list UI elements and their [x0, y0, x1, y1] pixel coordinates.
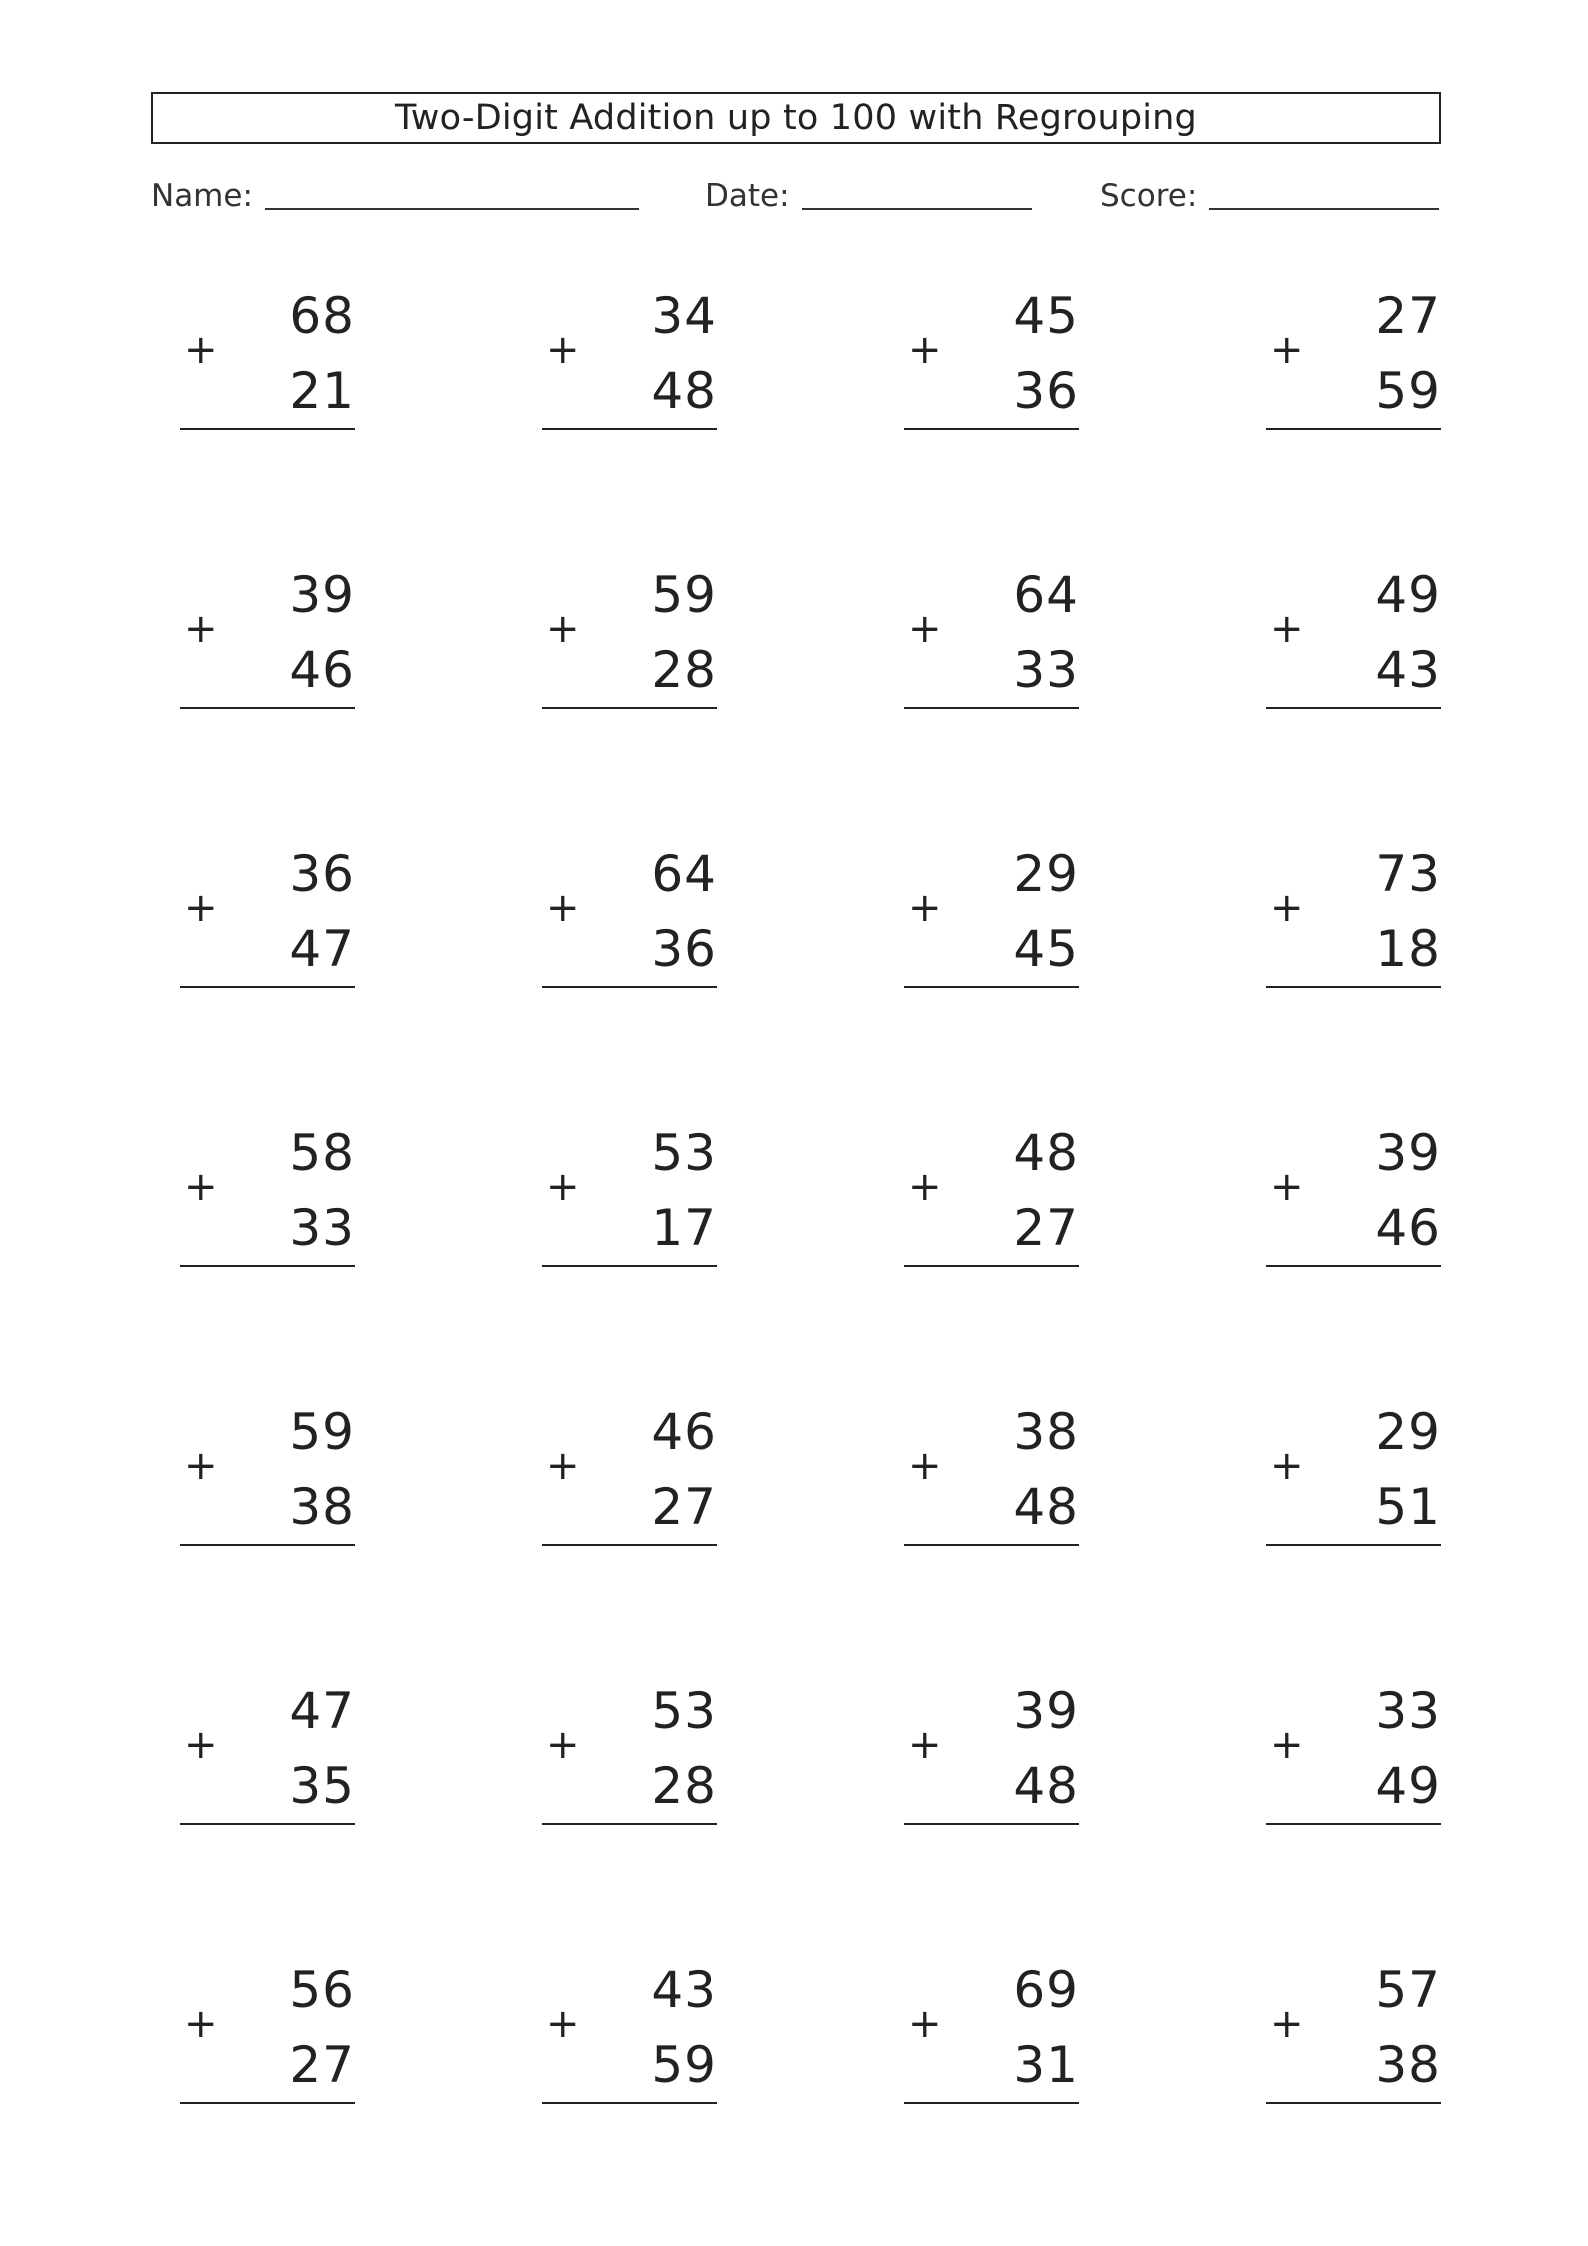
addition-problem [904, 1125, 1079, 1255]
plus-sign: + [546, 327, 580, 373]
addend-bottom: 28 [651, 1757, 717, 1815]
addition-problem [904, 1962, 1079, 2092]
score-line[interactable] [1209, 208, 1439, 210]
addend-top: 39 [1375, 1124, 1441, 1182]
answer-line[interactable] [904, 1544, 1079, 1546]
answer-line[interactable] [904, 2102, 1079, 2104]
addend-top: 56 [289, 1961, 355, 2019]
answer-line[interactable] [1266, 986, 1441, 988]
addition-problem [904, 567, 1079, 697]
date-field[interactable] [705, 172, 1032, 216]
score-label: Score: [1100, 178, 1198, 214]
addition-problem [180, 1683, 355, 1813]
addend-bottom: 28 [651, 641, 717, 699]
plus-sign: + [546, 1164, 580, 1210]
addition-problem [1266, 1404, 1441, 1534]
addition-problem [180, 1962, 355, 2092]
answer-line[interactable] [180, 986, 355, 988]
addition-problem [904, 1404, 1079, 1534]
plus-sign: + [1270, 1164, 1304, 1210]
addend-top: 45 [1013, 287, 1079, 345]
plus-sign: + [184, 1164, 218, 1210]
plus-sign: + [1270, 885, 1304, 931]
plus-sign: + [184, 606, 218, 652]
plus-sign: + [184, 1722, 218, 1768]
addend-top: 59 [289, 1403, 355, 1461]
answer-line[interactable] [904, 428, 1079, 430]
answer-line[interactable] [180, 1265, 355, 1267]
answer-line[interactable] [904, 1265, 1079, 1267]
addition-problem [904, 1683, 1079, 1813]
addend-top: 69 [1013, 1961, 1079, 2019]
answer-line[interactable] [180, 428, 355, 430]
name-line[interactable] [265, 208, 639, 210]
addend-bottom: 33 [1013, 641, 1079, 699]
addition-problem [1266, 288, 1441, 418]
addend-bottom: 21 [289, 362, 355, 420]
addition-problem [1266, 1683, 1441, 1813]
addend-bottom: 36 [651, 920, 717, 978]
plus-sign: + [546, 2001, 580, 2047]
addition-problem [542, 1404, 717, 1534]
addend-bottom: 27 [651, 1478, 717, 1536]
plus-sign: + [908, 1164, 942, 1210]
addition-problem [180, 288, 355, 418]
addend-top: 27 [1375, 287, 1441, 345]
answer-line[interactable] [542, 707, 717, 709]
addend-top: 73 [1375, 845, 1441, 903]
addition-problem [904, 288, 1079, 418]
addend-top: 29 [1375, 1403, 1441, 1461]
addend-bottom: 46 [289, 641, 355, 699]
addition-problem [1266, 846, 1441, 976]
plus-sign: + [184, 1443, 218, 1489]
answer-line[interactable] [542, 986, 717, 988]
plus-sign: + [908, 2001, 942, 2047]
addend-top: 46 [651, 1403, 717, 1461]
answer-line[interactable] [904, 707, 1079, 709]
addition-problem [1266, 1125, 1441, 1255]
addition-problem [1266, 1962, 1441, 2092]
addend-bottom: 43 [1375, 641, 1441, 699]
date-label: Date: [705, 178, 790, 214]
addend-bottom: 48 [1013, 1757, 1079, 1815]
plus-sign: + [908, 885, 942, 931]
addend-bottom: 47 [289, 920, 355, 978]
addend-top: 53 [651, 1682, 717, 1740]
plus-sign: + [1270, 327, 1304, 373]
worksheet-title: Two-Digit Addition up to 100 with Regrouping [395, 98, 1197, 138]
addend-top: 48 [1013, 1124, 1079, 1182]
addend-top: 34 [651, 287, 717, 345]
addition-problem [542, 567, 717, 697]
addend-top: 53 [651, 1124, 717, 1182]
addend-top: 58 [289, 1124, 355, 1182]
addend-bottom: 51 [1375, 1478, 1441, 1536]
addend-bottom: 59 [1375, 362, 1441, 420]
addend-bottom: 45 [1013, 920, 1079, 978]
addend-bottom: 59 [651, 2036, 717, 2094]
name-label: Name: [151, 178, 253, 214]
addend-top: 39 [289, 566, 355, 624]
plus-sign: + [546, 1722, 580, 1768]
plus-sign: + [1270, 606, 1304, 652]
addend-bottom: 36 [1013, 362, 1079, 420]
addend-bottom: 48 [1013, 1478, 1079, 1536]
plus-sign: + [1270, 1443, 1304, 1489]
plus-sign: + [908, 1443, 942, 1489]
addend-bottom: 27 [289, 2036, 355, 2094]
addend-top: 33 [1375, 1682, 1441, 1740]
plus-sign: + [908, 606, 942, 652]
addend-bottom: 33 [289, 1199, 355, 1257]
answer-line[interactable] [180, 2102, 355, 2104]
addend-bottom: 35 [289, 1757, 355, 1815]
answer-line[interactable] [542, 1823, 717, 1825]
addition-problem [180, 846, 355, 976]
plus-sign: + [1270, 2001, 1304, 2047]
addend-bottom: 38 [289, 1478, 355, 1536]
addition-problem [180, 567, 355, 697]
answer-line[interactable] [1266, 1544, 1441, 1546]
answer-line[interactable] [1266, 707, 1441, 709]
addend-bottom: 17 [651, 1199, 717, 1257]
addition-problem [542, 1962, 717, 2092]
addend-top: 38 [1013, 1403, 1079, 1461]
plus-sign: + [546, 606, 580, 652]
answer-line[interactable] [904, 986, 1079, 988]
answer-line[interactable] [1266, 1265, 1441, 1267]
score-field[interactable] [1100, 172, 1439, 216]
plus-sign: + [546, 885, 580, 931]
addend-bottom: 49 [1375, 1757, 1441, 1815]
addend-top: 59 [651, 566, 717, 624]
name-field[interactable] [151, 172, 639, 216]
addend-bottom: 46 [1375, 1199, 1441, 1257]
addend-top: 64 [651, 845, 717, 903]
answer-line[interactable] [542, 1544, 717, 1546]
date-line[interactable] [802, 208, 1032, 210]
answer-line[interactable] [180, 707, 355, 709]
addition-problem [1266, 567, 1441, 697]
answer-line[interactable] [542, 428, 717, 430]
addition-problem [542, 288, 717, 418]
addend-top: 68 [289, 287, 355, 345]
addition-problem [542, 1683, 717, 1813]
addend-top: 29 [1013, 845, 1079, 903]
answer-line[interactable] [1266, 2102, 1441, 2104]
addition-problem [542, 846, 717, 976]
plus-sign: + [184, 327, 218, 373]
addend-top: 39 [1013, 1682, 1079, 1740]
answer-line[interactable] [1266, 1823, 1441, 1825]
answer-line[interactable] [542, 2102, 717, 2104]
answer-line[interactable] [542, 1265, 717, 1267]
plus-sign: + [184, 885, 218, 931]
plus-sign: + [184, 2001, 218, 2047]
addend-top: 36 [289, 845, 355, 903]
addend-bottom: 18 [1375, 920, 1441, 978]
addition-problem [542, 1125, 717, 1255]
addend-top: 49 [1375, 566, 1441, 624]
addition-problem [180, 1404, 355, 1534]
addend-bottom: 48 [651, 362, 717, 420]
answer-line[interactable] [180, 1544, 355, 1546]
addition-problem [180, 1125, 355, 1255]
addend-top: 57 [1375, 1961, 1441, 2019]
plus-sign: + [546, 1443, 580, 1489]
answer-line[interactable] [904, 1823, 1079, 1825]
addend-top: 43 [651, 1961, 717, 2019]
answer-line[interactable] [180, 1823, 355, 1825]
addend-bottom: 31 [1013, 2036, 1079, 2094]
answer-line[interactable] [1266, 428, 1441, 430]
addition-problem [904, 846, 1079, 976]
addend-bottom: 38 [1375, 2036, 1441, 2094]
plus-sign: + [908, 327, 942, 373]
plus-sign: + [1270, 1722, 1304, 1768]
addend-bottom: 27 [1013, 1199, 1079, 1257]
worksheet-title-box [151, 92, 1441, 144]
addend-top: 64 [1013, 566, 1079, 624]
plus-sign: + [908, 1722, 942, 1768]
addend-top: 47 [289, 1682, 355, 1740]
